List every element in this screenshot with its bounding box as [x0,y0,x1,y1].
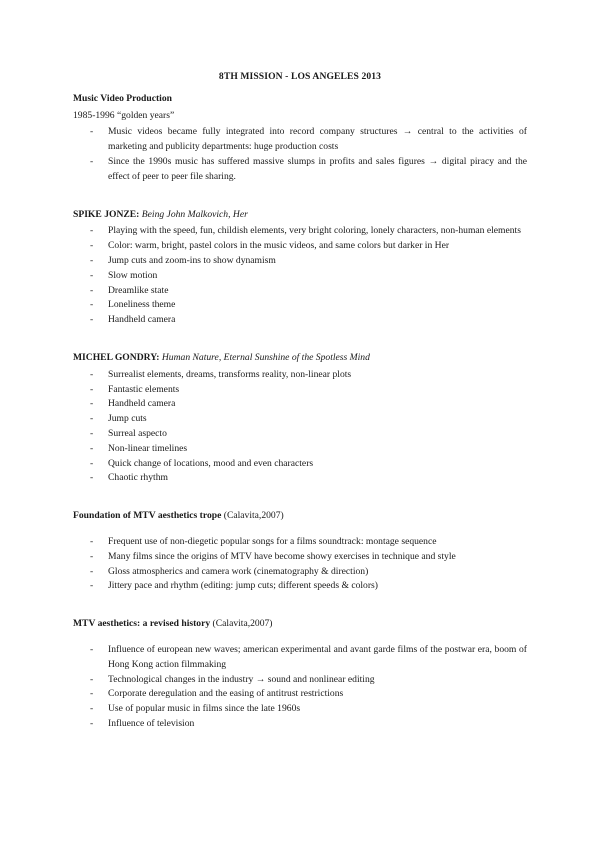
heading-citation: (Calavita,2007) [223,510,284,522]
list-item: - Chaotic rhythm [73,471,527,486]
bullet-list [73,368,527,486]
page-title: 8TH MISSION - LOS ANGELES 2013 [218,71,382,82]
heading-label: MTV aesthetics: a revised history [73,618,211,630]
list-item: - Playing with the speed, fun, childish elements, very bright coloring, lonely characters, non-human elements [73,224,527,239]
section-heading [73,208,527,223]
document-page [73,70,527,732]
list-item: - Loneliness theme [73,298,527,313]
list-item: - Frequent use of non-diegetic popular songs for a films soundtrack: montage sequence [73,535,527,550]
list-item: - Jump cuts [73,412,527,427]
list-item: - Corporate deregulation and the easing of antitrust restrictions [73,687,527,702]
section-subline: 1985-1996 “golden years” [73,109,175,121]
section-heading [73,351,527,366]
bullet-list [73,643,527,732]
list-item: - Handheld camera [73,397,527,412]
bullet-list [73,535,527,594]
list-item: - Influence of television [73,717,527,732]
section-heading [73,617,527,632]
list-item: - Color: warm, bright, pastel colors in the music videos, and same colors but darker in Her [73,239,527,254]
list-item: - Fantastic elements [73,383,527,398]
list-item: - Many films since the origins of MTV have become showy exercises in technique and style [73,550,527,565]
list-item: - Handheld camera [73,313,527,328]
list-item: - Dreamlike state [73,284,527,299]
heading-films: Being John Malkovich, Her [141,208,248,220]
list-item: - Gloss atmospherics and camera work (cinematography & direction) [73,565,527,580]
list-item: - Quick change of locations, mood and even characters [73,457,527,472]
bullet-list [73,125,527,184]
heading-label: MICHEL GONDRY: [73,351,160,363]
list-item: - Use of popular music in films since the late 1960s [73,702,527,717]
bullet-list [73,224,527,328]
list-item: - Music videos became fully integrated into record company structures → central to the activities of marketing and publicity departments: huge production costs [73,125,527,155]
list-item: - Slow motion [73,269,527,284]
list-item: - Surrealist elements, dreams, transforms reality, non-linear plots [73,368,527,383]
section-heading [73,509,527,524]
list-item: - Jump cuts and zoom-ins to show dynamism [73,254,527,269]
heading-citation: (Calavita,2007) [212,618,273,630]
list-item: - Since the 1990s music has suffered massive slumps in profits and sales figures → digital piracy and the effect of peer to peer file sharing. [73,155,527,185]
heading-label: SPIKE JONZE: [73,208,140,220]
heading-films: Human Nature, Eternal Sunshine of the Spotless Mind [161,351,370,363]
list-item: - Surreal aspecto [73,427,527,442]
list-item: - Technological changes in the industry → sound and nonlinear editing [73,673,527,688]
list-item: - Non-linear timelines [73,442,527,457]
section-heading: Music Video Production [73,92,172,104]
list-item: - Influence of european new waves; american experimental and avant garde films of the postwar era, boom of Hong Kong action filmmaking [73,643,527,673]
heading-label: Foundation of MTV aesthetics trope [73,510,222,522]
list-item: - Jittery pace and rhythm (editing: jump cuts; different speeds & colors) [73,579,527,594]
